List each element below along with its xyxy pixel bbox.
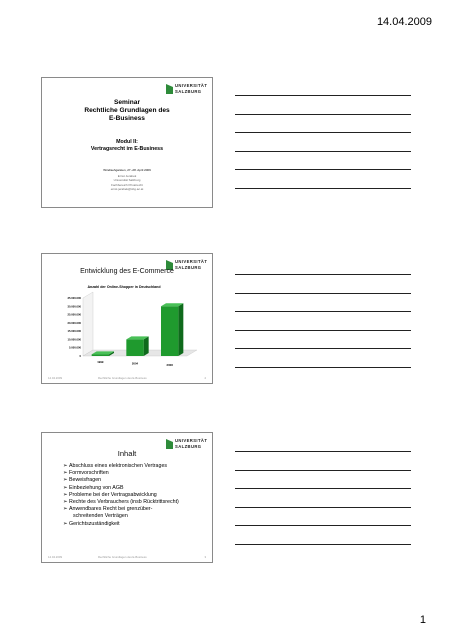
y-tick-label: 15.000.000	[67, 330, 81, 334]
bar	[161, 306, 178, 356]
slide1-author-line: Universität Salzburg	[113, 178, 141, 183]
x-tick-label: 2004	[131, 361, 139, 366]
slide1-event: Windisehgarsten, 27.-28. April 2009	[103, 168, 151, 172]
slide3-contents-list	[63, 463, 208, 528]
note-line	[235, 525, 411, 526]
list-item	[63, 463, 208, 470]
x-tick-label: 1999	[97, 360, 104, 364]
bar-side	[144, 336, 149, 356]
list-item	[63, 470, 208, 477]
page-number: 1	[419, 614, 426, 626]
logo-line1: UNIVERSITÄT	[175, 259, 208, 264]
list-item	[63, 499, 208, 506]
note-line	[235, 293, 411, 294]
note-line	[235, 151, 411, 152]
slide1-author-line: Fachbereich Privatrecht	[111, 182, 143, 187]
slide2-footer-number: 2	[204, 376, 206, 380]
slide3-footer-title: Rechtliche Grundlagen des E-Business	[98, 555, 147, 559]
y-tick-label: 25.000.000	[67, 313, 81, 317]
arrow-bullet-icon: ➢	[63, 506, 68, 513]
list-item	[63, 485, 208, 492]
note-line	[235, 188, 411, 189]
slide3-footer-number: 3	[204, 555, 206, 559]
note-line	[235, 507, 411, 508]
list-item-text: Einbeziehung von AGB	[69, 484, 124, 491]
slide3-footer-date: 14.04.2009	[48, 555, 62, 559]
note-line	[235, 544, 411, 545]
slide-thumbnail-2[interactable]	[41, 253, 213, 384]
x-tick-label: 2008	[166, 363, 173, 367]
chart-title: Anzahl der Online-Shopper in Deutschland	[87, 285, 161, 289]
y-tick-label: 35.000.000	[67, 297, 81, 300]
page-date: 14.04.2009	[376, 16, 432, 28]
note-line	[235, 348, 411, 349]
slide1-module-line: Vertragsrecht im E-Business	[90, 145, 164, 152]
list-item	[63, 492, 208, 499]
slide2-footer-date: 14.04.2009	[48, 376, 62, 380]
slide2-title: Entwicklung des E-Commerce	[80, 268, 174, 275]
list-item-text: Gerichtszuständigkeit	[69, 520, 120, 527]
list-item	[63, 521, 208, 528]
note-line	[235, 132, 411, 133]
arrow-bullet-icon: ➢	[63, 470, 68, 477]
university-logo-mark-icon	[166, 84, 173, 94]
note-line	[235, 330, 411, 331]
slide1-title-line: Seminar	[113, 99, 141, 106]
logo-line1: UNIVERSITÄT	[175, 83, 208, 88]
slide1-module	[42, 139, 212, 153]
bar	[92, 354, 109, 356]
note-line	[235, 114, 411, 115]
logo-line2: SALZBURG	[175, 443, 202, 449]
list-item	[63, 477, 208, 484]
chart-side-wall	[83, 292, 93, 356]
arrow-bullet-icon: ➢	[63, 520, 68, 527]
list-item-text: Beweisfragen	[69, 477, 102, 484]
note-line	[235, 274, 411, 275]
slide1-author-line: ernst.jerabek@sbg.ac.at	[110, 186, 144, 191]
y-tick-label: 5.000.000	[69, 346, 81, 350]
list-item	[63, 506, 208, 520]
logo-line2: SALZBURG	[175, 88, 202, 94]
bar	[126, 339, 143, 356]
slide1-title-line: E-Business	[109, 115, 145, 123]
arrow-bullet-icon: ➢	[63, 499, 68, 506]
note-line	[235, 488, 411, 489]
y-tick-label: 10.000.000	[67, 338, 81, 342]
university-logo-mark-icon	[166, 439, 173, 449]
list-item-text: Formvorschriften	[69, 470, 109, 477]
arrow-bullet-icon: ➢	[63, 477, 68, 484]
arrow-bullet-icon: ➢	[63, 484, 68, 491]
slide-thumbnail-3[interactable]	[41, 432, 213, 563]
y-tick-label: 30.000.000	[67, 305, 81, 309]
slide-thumbnail-1[interactable]	[41, 77, 213, 208]
arrow-bullet-icon: ➢	[63, 491, 68, 498]
note-line	[235, 95, 411, 96]
list-item-continuation: schreitenden Verträgen	[73, 513, 128, 520]
note-line	[235, 311, 411, 312]
slide1-module-line: Modul II:	[116, 139, 138, 145]
arrow-bullet-icon: ➢	[63, 463, 68, 469]
y-tick-label: 0	[79, 355, 81, 358]
slide1-author-line: Ernst Jerabek	[117, 174, 137, 179]
slide1-title-line: Rechtliche Grundlagen des	[84, 107, 170, 115]
note-line	[235, 451, 411, 452]
y-tick-label: 20.000.000	[67, 321, 81, 325]
list-item-text: Probleme bei der Vertragsabwicklung	[69, 491, 157, 498]
bar-side	[178, 303, 183, 356]
logo-line1: UNIVERSITÄT	[175, 438, 208, 443]
list-item-text: Rechte des Verbrauchers (insb Rücktrittsrecht)	[69, 499, 179, 506]
list-item-text: Anwendbares Recht bei grenzüber-	[69, 506, 153, 513]
slide1-title	[42, 99, 212, 124]
slide3-title: Inhalt	[117, 449, 137, 458]
note-line	[235, 367, 411, 368]
list-item-text: Abschluss eines elektronischen Vertrages	[69, 463, 168, 469]
slide1-info	[42, 168, 212, 191]
slide2-footer-title: Rechtliche Grundlagen des E-Business	[98, 376, 147, 380]
note-line	[235, 169, 411, 170]
note-line	[235, 470, 411, 471]
logo-line2: SALZBURG	[175, 264, 202, 270]
online-shopper-chart	[47, 280, 202, 372]
university-logo	[166, 83, 206, 95]
